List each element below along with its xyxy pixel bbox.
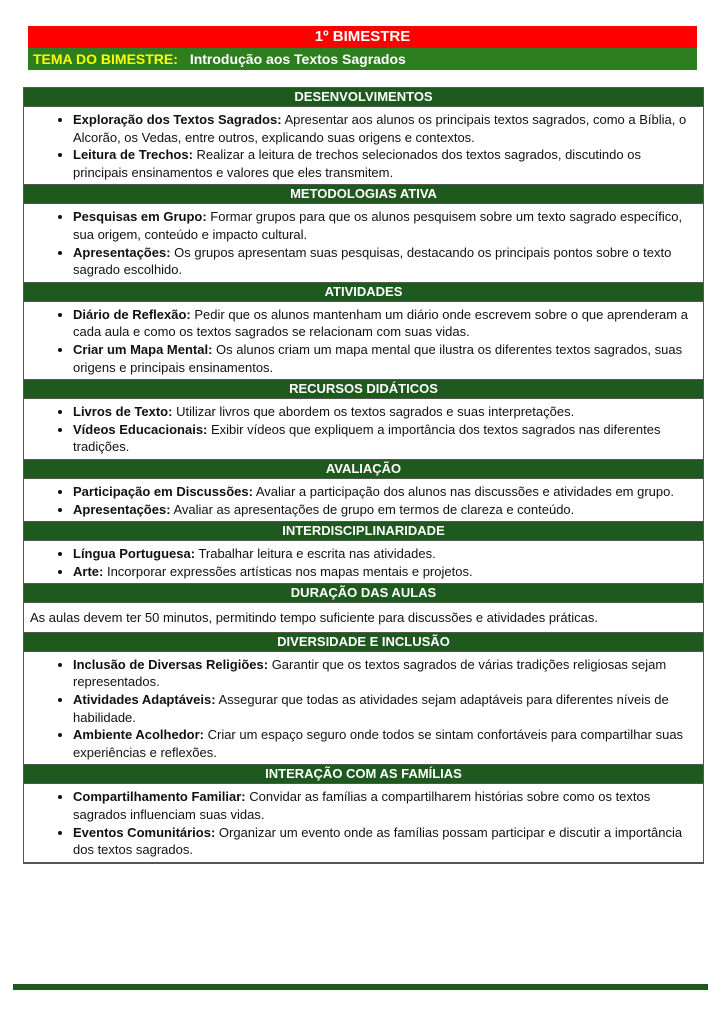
list-item xyxy=(73,726,695,761)
list-item xyxy=(73,306,695,341)
item-heading: Criar um Mapa Mental: xyxy=(73,341,213,357)
tema-value: Introdução aos Textos Sagrados xyxy=(189,51,406,67)
item-text: Avaliar a participação dos alunos nas discussões e atividades em grupo. xyxy=(252,483,674,499)
list-item xyxy=(73,403,695,421)
item-text: Utilizar livros que abordem os textos sagrados e suas interpretações. xyxy=(172,404,575,420)
item-heading: Participação em Discussões: xyxy=(73,483,253,499)
section-text: As aulas devem ter 50 minutos, permitindo tempo suficiente para discussões e atividades práticas. xyxy=(30,610,598,626)
item-text: Garantir que os textos sagrados de várias tradições religiosas sejam representados. xyxy=(73,656,667,690)
footer-bar xyxy=(13,984,708,990)
list-item xyxy=(73,824,695,859)
list-item xyxy=(73,501,695,519)
item-text: Assegurar que todas as atividades sejam adaptáveis para diferentes níveis de habilidade. xyxy=(73,692,669,725)
item-heading: Língua Portuguesa: xyxy=(73,546,196,562)
bullet-list xyxy=(24,399,703,459)
item-text: Realizar a leitura de trechos selecionados dos textos sagrados, discutindo os principais ensinamentos e valores que eles transmitem. xyxy=(73,147,641,180)
item-heading: Arte: xyxy=(73,563,104,579)
list-item xyxy=(73,421,695,456)
item-heading: Apresentações: xyxy=(73,244,171,260)
item-heading: Eventos Comunitários: xyxy=(73,824,216,840)
list-item xyxy=(73,691,695,726)
item-text: Convidar as famílias a compartilharem histórias sobre como os textos sagrados influenciam suas vidas. xyxy=(73,789,651,823)
list-item xyxy=(73,341,695,376)
bimestre-header xyxy=(28,26,697,48)
list-item xyxy=(73,563,695,581)
list-item xyxy=(73,788,695,823)
tema-label: TEMA DO BIMESTRE: xyxy=(33,51,178,67)
section-body xyxy=(24,106,703,185)
list-item xyxy=(73,244,695,279)
item-heading: Livros de Texto: xyxy=(73,404,173,420)
list-item xyxy=(73,656,695,691)
item-heading: Vídeos Educacionais: xyxy=(73,421,208,437)
bullet-list xyxy=(24,107,703,184)
item-heading: Leitura de Trechos: xyxy=(73,147,193,163)
bullet-list xyxy=(24,302,703,379)
item-heading: Diário de Reflexão: xyxy=(73,306,191,322)
section-header: DESENVOLVIMENTOS xyxy=(24,88,703,106)
lesson-plan-table xyxy=(23,87,704,864)
section-body xyxy=(24,398,703,460)
bullet-list xyxy=(24,784,703,861)
bullet-list xyxy=(24,541,703,583)
tema-header xyxy=(28,48,697,70)
item-heading: Compartilhamento Familiar: xyxy=(73,789,246,805)
item-heading: Atividades Adaptáveis: xyxy=(73,692,216,708)
bullet-list xyxy=(24,652,703,765)
list-item xyxy=(73,483,695,501)
section-header: DURAÇÃO DAS AULAS xyxy=(24,584,703,602)
bimestre-title: 1º BIMESTRE xyxy=(314,28,411,45)
item-text: Avaliar as apresentações de grupo em termos de clareza e conteúdo. xyxy=(170,501,575,517)
item-text: Organizar um evento onde as famílias possam participar e discutir a importância dos textos sagrados. xyxy=(73,824,683,858)
section-body xyxy=(24,602,703,633)
item-text: Incorporar expressões artísticas nos mapas mentais e projetos. xyxy=(103,563,473,579)
section-header: METODOLOGIAS ATIVA xyxy=(24,185,703,203)
section-body xyxy=(24,203,703,282)
list-item xyxy=(73,146,695,181)
item-text: Trabalhar leitura e escrita nas atividades. xyxy=(195,546,436,562)
section-header: INTERAÇÃO COM AS FAMÍLIAS xyxy=(24,765,703,783)
section-header: DIVERSIDADE E INCLUSÃO xyxy=(24,633,703,651)
section-body xyxy=(24,540,703,584)
section-body xyxy=(24,783,703,862)
section-header: INTERDISCIPLINARIDADE xyxy=(24,522,703,540)
item-text: Formar grupos para que os alunos pesquisem sobre um texto sagrado específico, sua origem, conteúdo e impacto cultural. xyxy=(73,209,683,242)
section-body xyxy=(24,478,703,522)
section-body xyxy=(24,651,703,766)
item-heading: Pesquisas em Grupo: xyxy=(73,209,207,225)
item-text: Pedir que os alunos mantenham um diário onde escrevem sobre o que aprenderam a cada aula e como os textos sagrados se relacionam com suas vidas. xyxy=(73,306,688,340)
item-text: Criar um espaço seguro onde todos se sintam confortáveis para compartilhar suas experiências e reflexões. xyxy=(73,727,684,760)
bullet-list xyxy=(24,479,703,521)
item-heading: Ambiente Acolhedor: xyxy=(73,727,204,743)
section-header: ATIVIDADES xyxy=(24,283,703,301)
item-text: Apresentar aos alunos os principais textos sagrados, como a Bíblia, o Alcorão, os Vedas, entre outros, explicando suas origens e contextos. xyxy=(73,112,687,145)
section-header: RECURSOS DIDÁTICOS xyxy=(24,380,703,398)
section-header: AVALIAÇÃO xyxy=(24,460,703,478)
list-item xyxy=(73,545,695,563)
list-item xyxy=(73,208,695,243)
item-text: Exibir vídeos que expliquem a importância dos textos sagrados nas diferentes tradições. xyxy=(73,421,661,455)
section-body xyxy=(24,301,703,380)
item-text: Os alunos criam um mapa mental que ilustra os diferentes textos sagrados, suas origens e principais ensinamentos. xyxy=(73,341,683,375)
item-heading: Apresentações: xyxy=(73,501,171,517)
item-text: Os grupos apresentam suas pesquisas, destacando os principais pontos sobre o texto sagrado escolhido. xyxy=(73,244,672,278)
list-item xyxy=(73,111,695,146)
bullet-list xyxy=(24,204,703,281)
item-heading: Exploração dos Textos Sagrados: xyxy=(73,112,282,127)
item-heading: Inclusão de Diversas Religiões: xyxy=(73,656,269,672)
